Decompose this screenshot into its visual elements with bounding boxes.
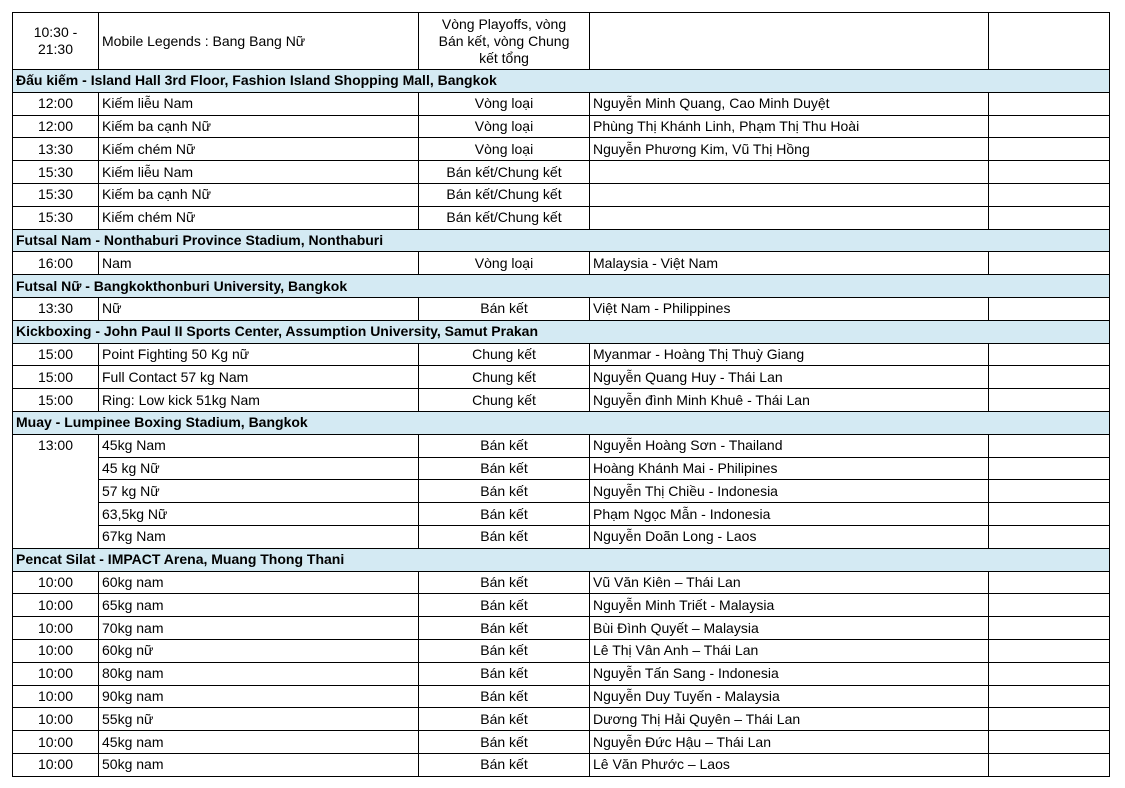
notes-cell bbox=[989, 708, 1110, 731]
time-cell: 13:00 bbox=[13, 434, 99, 457]
time-cell: 13:30 bbox=[13, 297, 99, 320]
event-cell: Kiếm chém Nữ bbox=[99, 206, 419, 229]
time-cell: 10:00 bbox=[13, 753, 99, 776]
event-cell: Kiếm liễu Nam bbox=[99, 92, 419, 115]
section-title: Futsal Nữ - Bangkokthonburi University, Bangkok bbox=[13, 275, 1110, 298]
notes-cell bbox=[989, 639, 1110, 662]
round-line: kết tổng bbox=[479, 49, 529, 66]
table-row bbox=[13, 457, 1110, 480]
time-cell: 10:00 bbox=[13, 662, 99, 685]
round-line: Bán kết, vòng Chung bbox=[438, 32, 570, 49]
time-line: 21:30 bbox=[37, 41, 74, 57]
time-cell: 10:00 bbox=[13, 731, 99, 754]
event-cell: Kiếm chém Nữ bbox=[99, 138, 419, 161]
event-cell: Mobile Legends : Bang Bang Nữ bbox=[99, 13, 419, 70]
time-cell bbox=[13, 457, 99, 480]
table-row bbox=[13, 617, 1110, 640]
section-title: Pencat Silat - IMPACT Arena, Muang Thong Thani bbox=[13, 548, 1110, 571]
table-row bbox=[13, 161, 1110, 184]
table-row bbox=[13, 343, 1110, 366]
schedule-body bbox=[13, 13, 1110, 777]
table-row bbox=[13, 389, 1110, 412]
section-header-row bbox=[13, 70, 1110, 93]
table-row bbox=[13, 115, 1110, 138]
notes-cell bbox=[989, 434, 1110, 457]
athletes-cell: Lê Thị Vân Anh – Thái Lan bbox=[590, 639, 989, 662]
event-cell: 60kg nam bbox=[99, 571, 419, 594]
time-cell bbox=[13, 13, 99, 70]
table-row bbox=[13, 639, 1110, 662]
athletes-cell: Dương Thị Hải Quyên – Thái Lan bbox=[590, 708, 989, 731]
round-cell: Chung kết bbox=[419, 389, 590, 412]
round-cell: Bán kết bbox=[419, 525, 590, 548]
athletes-cell: Phùng Thị Khánh Linh, Phạm Thị Thu Hoài bbox=[590, 115, 989, 138]
event-cell: 50kg nam bbox=[99, 753, 419, 776]
round-cell: Vòng loại bbox=[419, 92, 590, 115]
table-row bbox=[13, 297, 1110, 320]
event-cell: 63,5kg Nữ bbox=[99, 503, 419, 526]
event-cell: 67kg Nam bbox=[99, 525, 419, 548]
table-row bbox=[13, 708, 1110, 731]
event-cell: Kiếm liễu Nam bbox=[99, 161, 419, 184]
event-cell: Kiếm ba cạnh Nữ bbox=[99, 115, 419, 138]
event-cell: 57 kg Nữ bbox=[99, 480, 419, 503]
round-cell: Bán kết bbox=[419, 297, 590, 320]
table-row bbox=[13, 525, 1110, 548]
event-cell: Nữ bbox=[99, 297, 419, 320]
time-cell: 12:00 bbox=[13, 92, 99, 115]
table-row bbox=[13, 480, 1110, 503]
athletes-cell bbox=[590, 206, 989, 229]
event-cell: 45kg Nam bbox=[99, 434, 419, 457]
notes-cell bbox=[989, 571, 1110, 594]
event-cell: 80kg nam bbox=[99, 662, 419, 685]
table-row bbox=[13, 13, 1110, 70]
notes-cell bbox=[989, 389, 1110, 412]
table-row bbox=[13, 685, 1110, 708]
event-cell: 70kg nam bbox=[99, 617, 419, 640]
event-cell: 90kg nam bbox=[99, 685, 419, 708]
event-cell: 55kg nữ bbox=[99, 708, 419, 731]
athletes-cell: Nguyễn Hoàng Sơn - Thailand bbox=[590, 434, 989, 457]
notes-cell bbox=[989, 115, 1110, 138]
section-title: Muay - Lumpinee Boxing Stadium, Bangkok bbox=[13, 411, 1110, 434]
schedule-table bbox=[12, 12, 1110, 777]
athletes-cell: Việt Nam - Philippines bbox=[590, 297, 989, 320]
time-cell: 10:00 bbox=[13, 685, 99, 708]
notes-cell bbox=[989, 252, 1110, 275]
event-cell: 60kg nữ bbox=[99, 639, 419, 662]
round-cell: Bán kết bbox=[419, 480, 590, 503]
time-cell: 15:30 bbox=[13, 161, 99, 184]
time-line: 10:30 - bbox=[33, 24, 78, 40]
athletes-cell: Nguyễn Minh Triết - Malaysia bbox=[590, 594, 989, 617]
table-row bbox=[13, 503, 1110, 526]
event-cell: 45kg nam bbox=[99, 731, 419, 754]
table-row bbox=[13, 571, 1110, 594]
event-cell: Point Fighting 50 Kg nữ bbox=[99, 343, 419, 366]
time-cell: 15:00 bbox=[13, 343, 99, 366]
notes-cell bbox=[989, 13, 1110, 70]
table-row bbox=[13, 138, 1110, 161]
section-title: Futsal Nam - Nonthaburi Province Stadium, Nonthaburi bbox=[13, 229, 1110, 252]
athletes-cell bbox=[590, 161, 989, 184]
time-cell: 10:00 bbox=[13, 708, 99, 731]
table-row bbox=[13, 183, 1110, 206]
table-row bbox=[13, 252, 1110, 275]
athletes-cell: Nguyễn Quang Huy - Thái Lan bbox=[590, 366, 989, 389]
athletes-cell: Nguyễn Duy Tuyến - Malaysia bbox=[590, 685, 989, 708]
athletes-cell: Nguyễn Minh Quang, Cao Minh Duyệt bbox=[590, 92, 989, 115]
notes-cell bbox=[989, 525, 1110, 548]
table-row bbox=[13, 366, 1110, 389]
round-cell bbox=[419, 13, 590, 70]
notes-cell bbox=[989, 685, 1110, 708]
athletes-cell: Malaysia - Việt Nam bbox=[590, 252, 989, 275]
time-cell: 10:00 bbox=[13, 617, 99, 640]
time-cell: 13:30 bbox=[13, 138, 99, 161]
athletes-cell: Nguyễn Phương Kim, Vũ Thị Hồng bbox=[590, 138, 989, 161]
event-cell: Nam bbox=[99, 252, 419, 275]
notes-cell bbox=[989, 457, 1110, 480]
round-cell: Bán kết bbox=[419, 731, 590, 754]
time-cell bbox=[13, 480, 99, 503]
notes-cell bbox=[989, 297, 1110, 320]
athletes-cell: Nguyễn Đức Hậu – Thái Lan bbox=[590, 731, 989, 754]
round-cell: Bán kết bbox=[419, 639, 590, 662]
notes-cell bbox=[989, 731, 1110, 754]
round-cell: Vòng loại bbox=[419, 252, 590, 275]
table-row bbox=[13, 594, 1110, 617]
athletes-cell: Nguyễn đình Minh Khuê - Thái Lan bbox=[590, 389, 989, 412]
event-cell: Kiếm ba cạnh Nữ bbox=[99, 183, 419, 206]
notes-cell bbox=[989, 617, 1110, 640]
notes-cell bbox=[989, 138, 1110, 161]
notes-cell bbox=[989, 183, 1110, 206]
round-cell: Vòng loại bbox=[419, 138, 590, 161]
round-line: Vòng Playoffs, vòng bbox=[441, 15, 567, 32]
round-cell: Bán kết bbox=[419, 753, 590, 776]
time-cell: 10:00 bbox=[13, 594, 99, 617]
round-cell: Bán kết bbox=[419, 457, 590, 480]
athletes-cell: Lê Văn Phước – Laos bbox=[590, 753, 989, 776]
table-row bbox=[13, 753, 1110, 776]
section-title: Kickboxing - John Paul II Sports Center, Assumption University, Samut Prakan bbox=[13, 320, 1110, 343]
time-cell bbox=[13, 503, 99, 526]
notes-cell bbox=[989, 343, 1110, 366]
notes-cell bbox=[989, 206, 1110, 229]
athletes-cell: Nguyễn Tấn Sang - Indonesia bbox=[590, 662, 989, 685]
time-cell: 15:30 bbox=[13, 183, 99, 206]
athletes-cell: Vũ Văn Kiên – Thái Lan bbox=[590, 571, 989, 594]
round-cell: Vòng loại bbox=[419, 115, 590, 138]
time-cell: 16:00 bbox=[13, 252, 99, 275]
round-cell: Bán kết bbox=[419, 685, 590, 708]
time-cell bbox=[13, 525, 99, 548]
round-cell: Bán kết/Chung kết bbox=[419, 183, 590, 206]
section-header-row bbox=[13, 320, 1110, 343]
time-cell: 10:00 bbox=[13, 639, 99, 662]
time-cell: 15:00 bbox=[13, 366, 99, 389]
table-row bbox=[13, 731, 1110, 754]
athletes-cell: Myanmar - Hoàng Thị Thuỳ Giang bbox=[590, 343, 989, 366]
time-cell: 15:30 bbox=[13, 206, 99, 229]
notes-cell bbox=[989, 161, 1110, 184]
time-cell: 12:00 bbox=[13, 115, 99, 138]
notes-cell bbox=[989, 503, 1110, 526]
notes-cell bbox=[989, 92, 1110, 115]
table-row bbox=[13, 92, 1110, 115]
section-header-row bbox=[13, 411, 1110, 434]
notes-cell bbox=[989, 480, 1110, 503]
round-cell: Bán kết bbox=[419, 434, 590, 457]
round-cell: Bán kết bbox=[419, 503, 590, 526]
athletes-cell: Nguyễn Doãn Long - Laos bbox=[590, 525, 989, 548]
athletes-cell bbox=[590, 13, 989, 70]
event-cell: 65kg nam bbox=[99, 594, 419, 617]
event-cell: 45 kg Nữ bbox=[99, 457, 419, 480]
round-cell: Bán kết bbox=[419, 594, 590, 617]
round-cell: Chung kết bbox=[419, 366, 590, 389]
athletes-cell: Nguyễn Thị Chiều - Indonesia bbox=[590, 480, 989, 503]
athletes-cell: Phạm Ngọc Mẫn - Indonesia bbox=[590, 503, 989, 526]
section-title: Đấu kiếm - Island Hall 3rd Floor, Fashion Island Shopping Mall, Bangkok bbox=[13, 70, 1110, 93]
notes-cell bbox=[989, 753, 1110, 776]
notes-cell bbox=[989, 366, 1110, 389]
athletes-cell bbox=[590, 183, 989, 206]
round-cell: Chung kết bbox=[419, 343, 590, 366]
table-row bbox=[13, 206, 1110, 229]
time-cell: 15:00 bbox=[13, 389, 99, 412]
time-cell: 10:00 bbox=[13, 571, 99, 594]
section-header-row bbox=[13, 548, 1110, 571]
table-row bbox=[13, 662, 1110, 685]
section-header-row bbox=[13, 275, 1110, 298]
table-row bbox=[13, 434, 1110, 457]
notes-cell bbox=[989, 594, 1110, 617]
round-cell: Bán kết bbox=[419, 708, 590, 731]
notes-cell bbox=[989, 662, 1110, 685]
round-cell: Bán kết/Chung kết bbox=[419, 161, 590, 184]
event-cell: Ring: Low kick 51kg Nam bbox=[99, 389, 419, 412]
round-cell: Bán kết bbox=[419, 617, 590, 640]
section-header-row bbox=[13, 229, 1110, 252]
athletes-cell: Hoàng Khánh Mai - Philipines bbox=[590, 457, 989, 480]
round-cell: Bán kết bbox=[419, 662, 590, 685]
round-cell: Bán kết/Chung kết bbox=[419, 206, 590, 229]
event-cell: Full Contact 57 kg Nam bbox=[99, 366, 419, 389]
athletes-cell: Bùi Đình Quyết – Malaysia bbox=[590, 617, 989, 640]
round-cell: Bán kết bbox=[419, 571, 590, 594]
